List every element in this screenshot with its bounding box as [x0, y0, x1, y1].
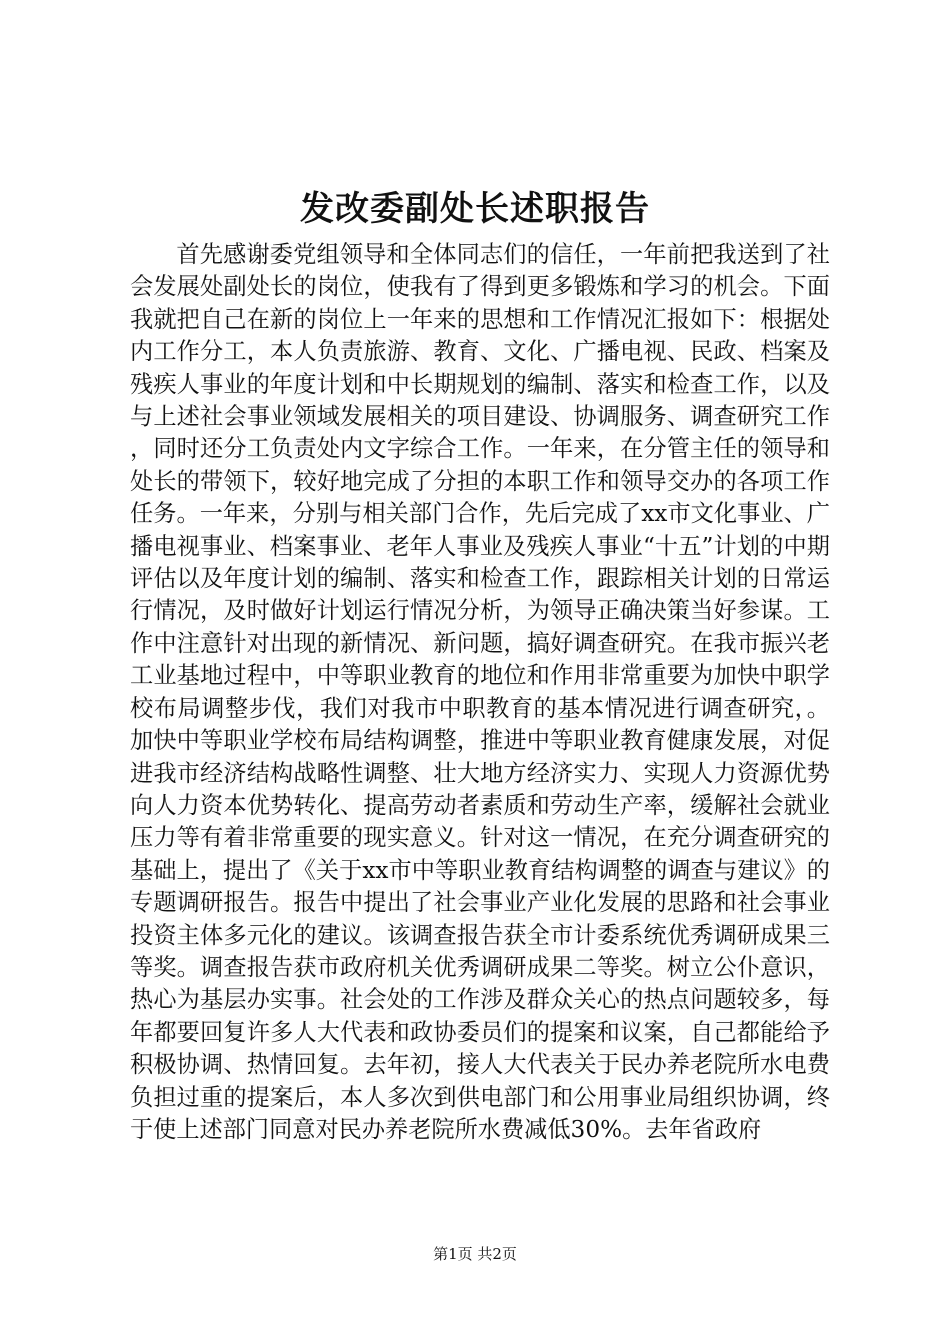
page-footer: 第1页 共2页: [433, 1245, 517, 1263]
document-body: 首先感谢委党组领导和全体同志们的信任，一年前把我送到了社会发展处副处长的岗位，使我有了得到更多锻炼和学习的机会。下面我就把自己在新的岗位上一年来的思想和工作情况汇报如下：根据处内工作分工，本人负责旅游、教育、文化、广播电视、民政、档案及残疾人事业的年度计划和中长期规划的编制、落实和检查工作，以及与上述社会事业领域发展相关的项目建设、协调服务、调查研究工作，同时还分工负责处内文字综合工作。一年来，在分管主任的领导和处长的带领下，较好地完成了分担的本职工作和领导交办的各项工作任务。一年来，分别与相关部门合作，先后完成了xx市文化事业、广播电视事业、档案事业、老年人事业及残疾人事业“十五”计划的中期评估以及年度计划的编制、落实和检查工作，跟踪相关计划的日常运行情况，及时做好计划运行情况分析，为领导正确决策当好参谋。工作中注意针对出现的新情况、新问题，搞好调查研究。在我市振兴老工业基地过程中，中等职业教育的地位和作用非常重要为加快中职学校布局调整步伐，我们对我市中职教育的基本情况进行调查研究，。加快中等职业学校布局结构调整，推进中等职业教育健康发展，对促进我市经济结构战略性调整、壮大地方经济实力、实现人力资源优势向人力资本优势转化、提高劳动者素质和劳动生产率，缓解社会就业压力等有着非常重要的现实意义。针对这一情况，在充分调查研究的基础上，提出了《关于xx市中等职业教育结构调整的调查与建议》的专题调研报告。报告中提出了社会事业产业化发展的思路和社会事业投资主体多元化的建议。该调查报告获全市计委系统优秀调研成果三等奖。调查报告获市政府机关优秀调研成果二等奖。树立公仆意识，热心为基层办实事。社会处的工作涉及群众关心的热点问题较多，每年都要回复许多人大代表和政协委员们的提案和议案，自己都能给予积极协调、热情回复。去年初，接人大代表关于民办养老院所水电费负担过重的提案后，本人多次到供电部门和公用事业局组织协调，终于使上述部门同意对民办养老院所水费减低30%。去年省政府: [130, 241, 830, 1143]
document-title: 发改委副处长述职报告: [300, 189, 650, 229]
